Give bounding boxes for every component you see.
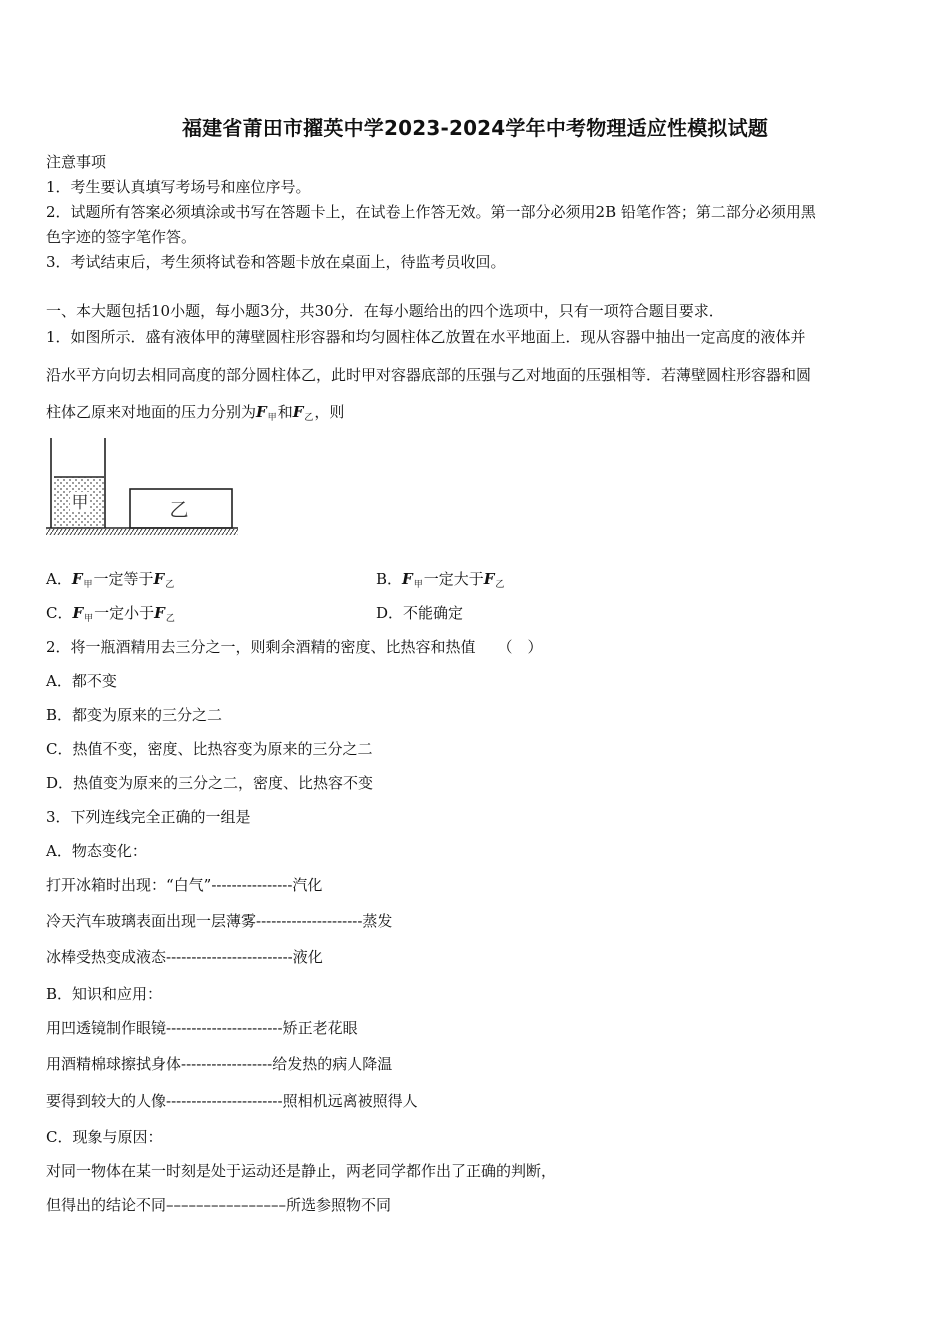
q1-stem-line: 1．如图所示．盛有液体甲的薄壁圆柱形容器和均匀圆柱体乙放置在水平地面上．现从容器中抽出一定高度的液体并 [46,328,806,346]
q3-option-line: 但得出的结论不同––––––––––––––––所选参照物不同 [46,1196,392,1214]
q3-option-line: 用凹透镜制作眼镜-----------------------矫正老花眼 [46,1019,358,1037]
notice-item: 1．考生要认真填写考场号和座位序号。 [46,178,311,196]
q1-figure [44,436,240,540]
q3-option-line: 打开冰箱时出现：“白气”----------------汽化 [46,876,323,894]
ground-hatch [46,529,238,535]
notice-item: 2．试题所有答案必须填涂或书写在答题卡上，在试卷上作答无效。第一部分必须用2B 铅笔作答；第二部分必须用黑 [46,203,816,221]
q3-option-line: 冰棒受热变成液态-------------------------液化 [46,948,323,966]
q3-option-line: 要得到较大的人像-----------------------照相机远离被照得人 [46,1092,418,1110]
q1-option-a[interactable]: A．$F_甲$一定等于$F_乙$ [46,570,175,590]
q3-option-line: 冷天汽车玻璃表面出现一层薄雾---------------------蒸发 [46,912,393,930]
q1-option-b[interactable]: B．$F_甲$一定大于$F_乙$ [376,570,505,590]
q1-option-c[interactable]: C．$F_甲$一定小于$F_乙$ [46,604,175,624]
q3-option-c-heading[interactable]: C．现象与原因： [46,1128,163,1146]
q1-stem-line: 沿水平方向切去相同高度的部分圆柱体乙，此时甲对容器底部的压强与乙对地面的压强相等．若薄壁圆柱形容器和圆 [46,366,812,384]
q2-option-d[interactable]: D．热值变为原来的三分之二，密度、比热容不变 [46,774,374,792]
q3-stem: 3．下列连线完全正确的一组是 [46,808,251,826]
q2-option-c[interactable]: C．热值不变，密度、比热容变为原来的三分之二 [46,740,373,758]
page-title: 福建省莆田市擢英中学2023-2024学年中考物理适应性模拟试题 [181,116,769,140]
q3-option-a-heading[interactable]: A．物态变化： [46,842,147,860]
q2-stem: 2．将一瓶酒精用去三分之一，则剩余酒精的密度、比热容和热值 （ ） [46,638,543,656]
q1-option-d[interactable]: D．不能确定 [376,604,464,622]
notice-item: 3．考试结束后，考生须将试卷和答题卡放在桌面上，待监考员收回。 [46,253,506,271]
q2-option-b[interactable]: B．都变为原来的三分之二 [46,706,223,724]
section-heading: 一、本大题包括10小题，每小题3分，共30分．在每小题给出的四个选项中，只有一项符合题目要求． [46,302,724,320]
q1-stem-line-3: 柱体乙原来对地面的压力分别为$F_甲$和$F_乙$，则 [46,403,345,423]
q3-option-b-heading[interactable]: B．知识和应用： [46,985,163,1003]
q3-option-line: 对同一物体在某一时刻是处于运动还是静止，两老同学都作出了正确的判断， [46,1162,557,1180]
block-label: 乙 [169,499,189,521]
notice-item: 色字迹的签字笔作答。 [46,228,197,246]
liquid-label: 甲 [71,493,89,513]
notice-heading: 注意事项 [46,153,107,171]
q2-option-a[interactable]: A．都不变 [46,672,117,690]
q3-option-line: 用酒精棉球擦拭身体------------------给发热的病人降温 [46,1055,393,1073]
